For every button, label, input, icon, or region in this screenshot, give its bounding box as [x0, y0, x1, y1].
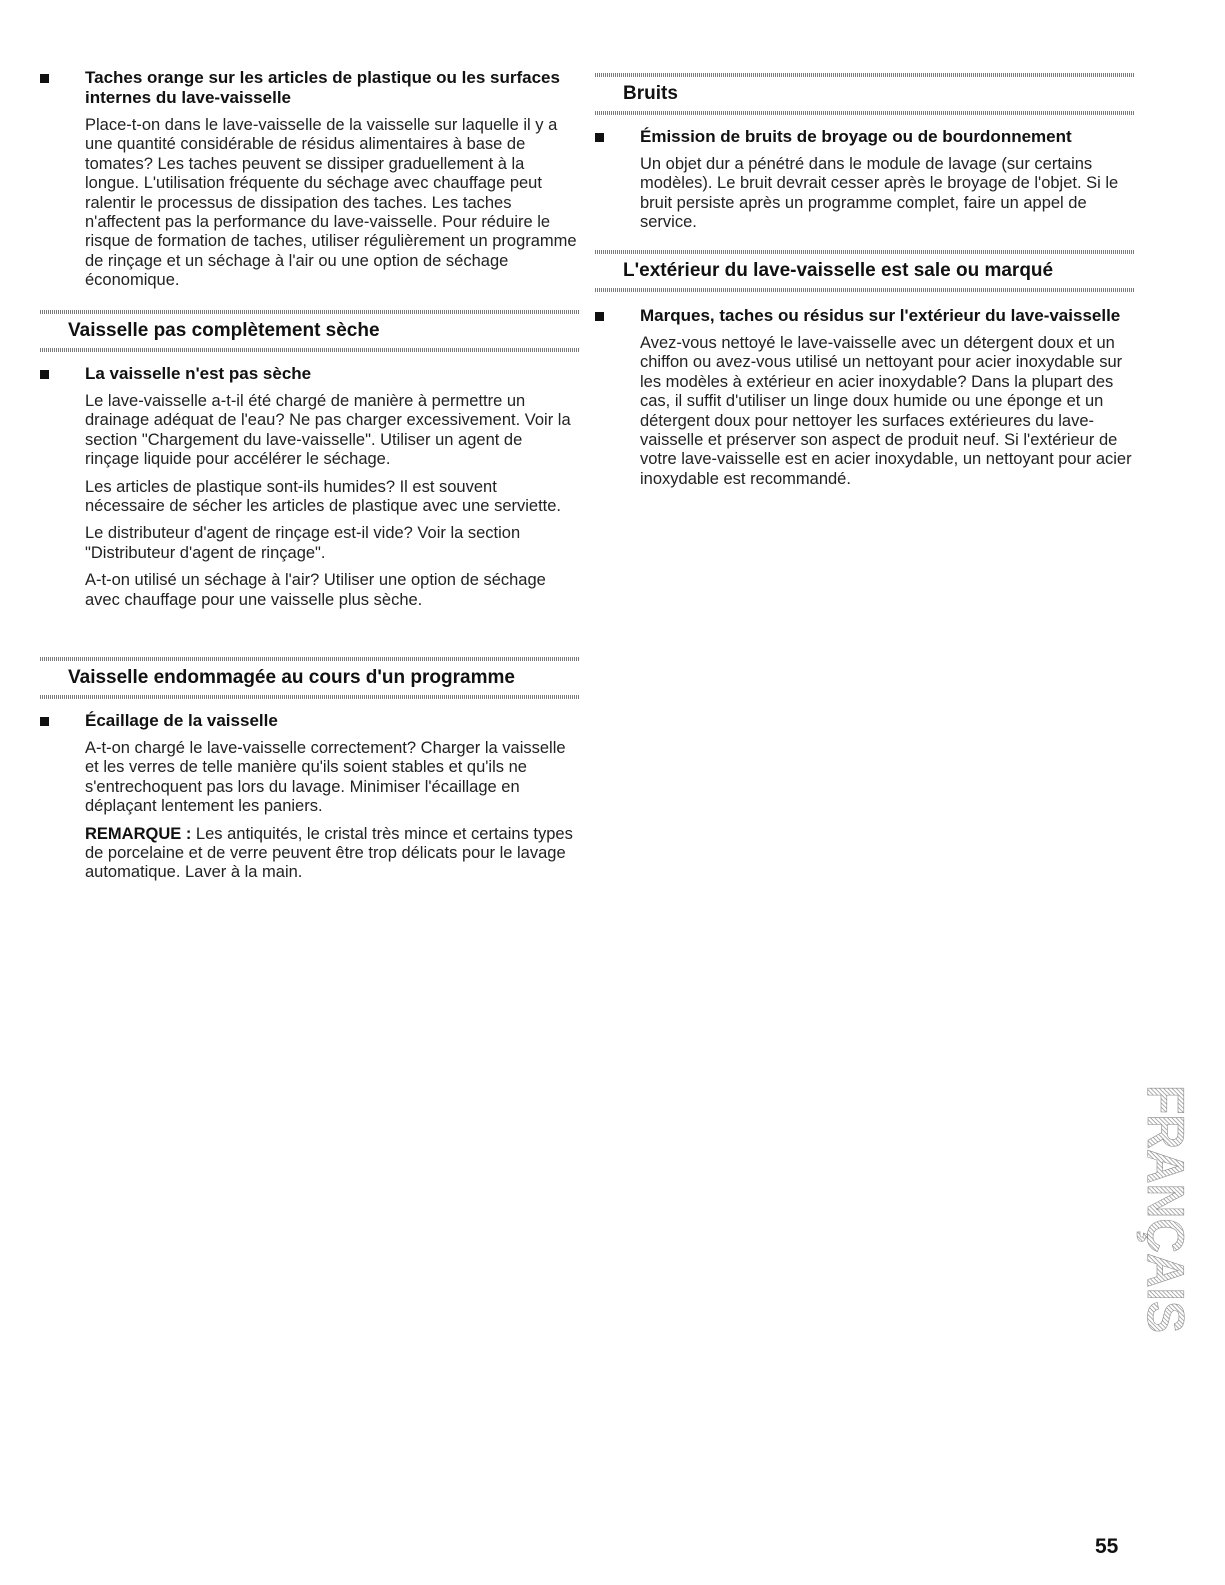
topic-vaisselle-pas-seche [40, 364, 580, 610]
square-bullet-icon [595, 312, 604, 321]
page-number: 55 [1095, 1535, 1119, 1558]
language-side-label [1132, 1085, 1192, 1335]
section-heading: Bruits [623, 83, 678, 104]
square-bullet-icon [595, 133, 604, 142]
topic-paragraph: Le distributeur d'agent de rinçage est-il vide? Voir la section "Distributeur d'agent de rinçage". [85, 524, 521, 562]
section-divider [40, 348, 580, 352]
language-side-label-graphic [1132, 1085, 1192, 1335]
note-text: Les antiquités, le cristal très mince et certains types de porcelaine et de verre peuvent être trop délicats pour le lavage automatique. Laver à la main. [85, 824, 573, 882]
topic-ecaillage [40, 711, 580, 883]
topic-paragraph: A-t-on utilisé un séchage à l'air? Utiliser une option de séchage avec chauffage pour une vaisselle plus sèche. [85, 571, 546, 609]
square-bullet-icon [40, 74, 49, 83]
topic-title: Émission de bruits de broyage ou de bourdonnement [640, 127, 1072, 146]
section-divider [40, 695, 580, 699]
section-divider [40, 310, 580, 314]
section-divider [595, 288, 1135, 292]
section-divider [595, 111, 1135, 115]
section-exterieur-sale [595, 250, 1135, 292]
topic-title: Taches orange sur les articles de plastique ou les surfaces internes du lave-vaisselle [85, 68, 560, 107]
square-bullet-icon [40, 717, 49, 726]
topic-title: Écaillage de la vaisselle [85, 711, 278, 730]
topic-bruits-broyage [595, 127, 1135, 233]
section-heading: L'extérieur du lave-vaisselle est sale ou marqué [623, 260, 1054, 281]
section-vaisselle-endommagee [40, 657, 580, 699]
topic-paragraph: A-t-on chargé le lave-vaisselle correctement? Charger la vaisselle et les verres de telle manière qu'ils soient stables et qu'ils ne s'entrechoquent pas lors du lavage. Minimiser l'écaillage en déplaçant lentement les paniers. [85, 739, 566, 816]
topic-title: La vaisselle n'est pas sèche [85, 364, 312, 383]
section-bruits [595, 73, 1135, 115]
topic-paragraph: Un objet dur a pénétré dans le module de lavage (sur certains modèles). Le bruit devrait cesser après le broyage de l'objet. Si le bruit persiste après un programme complet, faire un appel de service. [640, 155, 1119, 232]
note-label: REMARQUE : [85, 824, 192, 843]
side-label-text: FRANÇAIS [1136, 1085, 1192, 1335]
section-divider [595, 73, 1135, 77]
section-divider [595, 250, 1135, 254]
topic-orange-stains [40, 68, 580, 291]
topic-paragraph: Avez-vous nettoyé le lave-vaisselle avec un détergent doux et un chiffon ou avez-vous utilisé un nettoyant pour acier inoxydable sur les modèles à extérieur en acier inoxydable? Dans la plupart des cas, il suffit d'utiliser un linge doux humide ou une éponge et un détergent doux pour nettoyer les surfaces extérieures du lave-vaisselle et préserver son aspect de produit neuf. Si l'extérieur de votre lave-vaisselle est en acier inoxydable, un nettoyant pour acier inoxydable est recommandé. [640, 334, 1132, 488]
square-bullet-icon [40, 370, 49, 379]
note-paragraph [85, 825, 580, 883]
section-heading: Vaisselle pas complètement sèche [68, 320, 380, 341]
topic-marques-exterieur [595, 306, 1135, 489]
topic-paragraph: Le lave-vaisselle a-t-il été chargé de manière à permettre un drainage adéquat de l'eau? Ne pas charger excessivement. Voir la section "Chargement du lave-vaisselle". Utiliser un agent de rinçage liquide pour accélérer le séchage. [85, 392, 571, 469]
section-vaisselle-pas-seche [40, 310, 580, 352]
section-heading: Vaisselle endommagée au cours d'un programme [68, 667, 515, 688]
topic-paragraph: Les articles de plastique sont-ils humides? Il est souvent nécessaire de sécher les articles de plastique avec une serviette. [85, 477, 562, 516]
topic-title: Marques, taches ou résidus sur l'extérieur du lave-vaisselle [640, 306, 1121, 325]
section-divider [40, 657, 580, 661]
topic-paragraph: Place-t-on dans le lave-vaisselle de la vaisselle sur laquelle il y a une quantité considérable de résidus alimentaires à base de tomates? Les taches peuvent se dissiper graduellement à la longue. L'utilisation fréquente du séchage avec chauffage peut ralentir le processus de dissipation des taches. Les taches n'affectent pas la performance du lave-vaisselle. Pour réduire le risque de formation de taches, utiliser régulièrement un programme de rinçage et un séchage à l'air ou une option de séchage économique. [85, 116, 577, 290]
